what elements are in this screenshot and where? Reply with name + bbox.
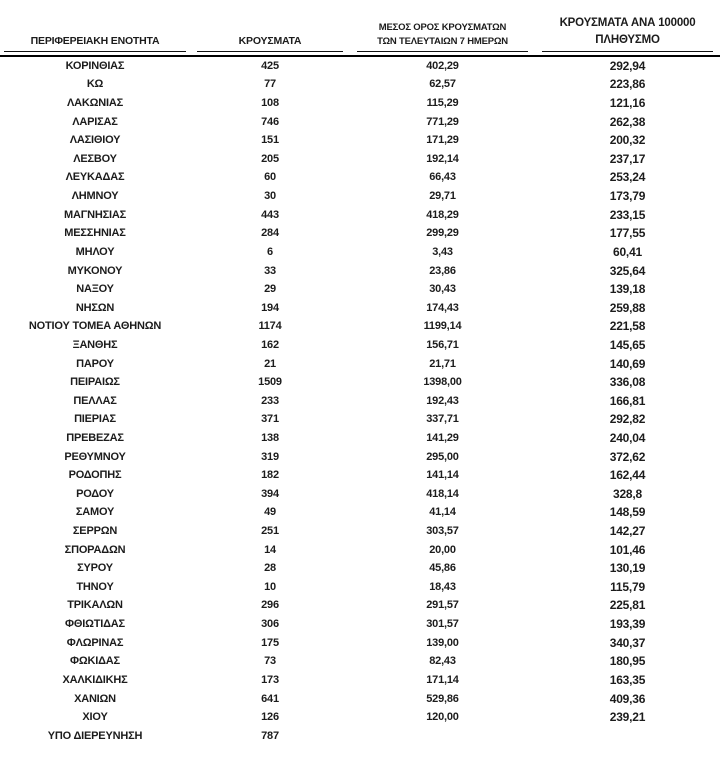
table-row [0,503,720,522]
per-100k-cell: 292,94 [609,58,646,73]
table-row [0,429,720,448]
cases-cell: 73 [264,655,276,668]
avg-7day-cell: 337,71 [426,413,459,426]
per-100k-cell: 328,8 [612,486,643,501]
per-100k-cell: 193,39 [609,617,646,632]
region-name-cell: ΛΕΥΚΑΔΑΣ [65,171,125,184]
per-100k-cell: 223,86 [609,77,646,92]
table-row [0,466,720,485]
table-row [0,354,720,373]
cases-cell: 641 [261,692,279,705]
header-avg-7day-line2: ΤΩΝ ΤΕΛΕΥΤΑΙΩΝ 7 ΗΜΕΡΩΝ [357,35,528,51]
region-name-cell: ΜΕΣΣΗΝΙΑΣ [64,227,126,240]
region-name-cell: ΞΑΝΘΗΣ [72,338,118,351]
avg-7day-cell: 299,29 [426,227,459,240]
table-row [0,336,720,355]
avg-7day-cell: 418,29 [426,208,459,221]
region-name-cell: ΣΠΟΡΑΔΩΝ [64,543,126,556]
cases-cell: 108 [261,97,279,110]
region-name-cell: ΤΡΙΚΑΛΩΝ [67,599,123,612]
cases-cell: 138 [261,431,279,444]
table-row [0,205,720,224]
cases-cell: 205 [261,152,279,165]
region-name-cell: ΝΗΣΩΝ [75,301,115,314]
table-header [0,15,720,56]
region-name-cell: ΡΕΘΥΜΝΟΥ [64,450,126,463]
per-100k-cell: 166,81 [609,393,646,408]
header-cases [190,15,350,56]
table-row [0,615,720,634]
header-avg-7day [350,15,535,56]
per-100k-cell: 340,37 [609,635,646,650]
region-name-cell: ΡΟΔΟΥ [76,487,114,500]
table-row [0,485,720,504]
avg-7day-cell: 21,71 [429,357,456,370]
cases-cell: 14 [264,543,276,556]
region-name-cell: ΥΠΟ ΔΙΕΡΕΥΝΗΣΗ [47,729,143,742]
cases-cell: 233 [261,394,279,407]
table-row [0,187,720,206]
region-name-cell: ΛΑΚΩΝΙΑΣ [67,97,123,110]
table-row [0,224,720,243]
avg-7day-cell: 66,43 [429,171,456,184]
table-row [0,540,720,559]
region-name-cell: ΜΑΓΝΗΣΙΑΣ [63,208,126,221]
table-row [0,578,720,597]
region-name-cell: ΠΕΛΛΑΣ [73,394,117,407]
cases-cell: 6 [267,245,273,258]
per-100k-cell: 253,24 [609,170,646,185]
table-row [0,633,720,652]
cases-cell: 49 [264,506,276,519]
cases-cell: 443 [261,208,279,221]
avg-7day-cell: 171,14 [426,673,459,686]
avg-7day-cell: 192,43 [426,394,459,407]
table-row [0,522,720,541]
region-name-cell: ΠΡΕΒΕΖΑΣ [66,431,124,444]
table-row [0,708,720,727]
cases-cell: 151 [261,134,279,147]
report-page [0,15,720,777]
per-100k-cell: 162,44 [609,468,646,483]
table-row [0,559,720,578]
avg-7day-cell: 291,57 [426,599,459,612]
table-row [0,280,720,299]
region-name-cell: ΠΕΙΡΑΙΩΣ [70,376,120,389]
cases-cell: 787 [261,729,279,742]
region-name-cell: ΧΑΝΙΩΝ [74,692,116,705]
per-100k-cell: 262,38 [609,114,646,129]
header-per-100k-line1: ΚΡΟΥΣΜΑΤΑ ΑΝΑ 100000 [559,17,696,29]
per-100k-cell: 239,21 [609,710,646,725]
header-per-100k-line2: ΠΛΗΘΥΣΜΟ [542,32,713,51]
avg-7day-cell: 115,29 [426,97,459,110]
cases-cell: 284 [261,227,279,240]
region-name-cell: ΧΙΟΥ [82,711,108,724]
per-100k-cell: 240,04 [609,430,646,445]
regional-cases-table [0,15,720,745]
avg-7day-cell: 141,29 [426,431,459,444]
avg-7day-cell: 41,14 [429,506,456,519]
per-100k-cell: 237,17 [609,151,646,166]
table-row [0,726,720,745]
region-name-cell: ΡΟΔΟΠΗΣ [68,469,122,482]
region-name-cell: ΦΩΚΙΔΑΣ [70,655,120,668]
per-100k-cell: 221,58 [609,319,646,334]
table-row [0,671,720,690]
region-name-cell: ΝΑΞΟΥ [76,283,114,296]
cases-cell: 746 [261,115,279,128]
header-regional-unit-label: ΠΕΡΙΦΕΡΕΙΑΚΗ ΕΝΟΤΗΤΑ [4,34,186,52]
region-name-cell: ΣΑΜΟΥ [75,506,115,519]
avg-7day-cell: 18,43 [429,580,456,593]
cases-cell: 33 [264,264,276,277]
per-100k-cell: 180,95 [609,654,646,669]
per-100k-cell: 130,19 [609,561,646,576]
cases-cell: 60 [264,171,276,184]
region-name-cell: ΤΗΝΟΥ [76,580,114,593]
table-row [0,596,720,615]
avg-7day-cell: 529,86 [426,692,459,705]
region-name-cell: ΧΑΛΚΙΔΙΚΗΣ [62,673,128,686]
avg-7day-cell: 139,00 [426,636,459,649]
cases-cell: 319 [261,450,279,463]
table-row [0,261,720,280]
table-row [0,373,720,392]
avg-7day-cell: 23,86 [429,264,456,277]
header-regional-unit [0,15,190,56]
region-name-cell: ΜΥΚΟΝΟΥ [67,264,123,277]
cases-cell: 371 [261,413,279,426]
avg-7day-cell: 45,86 [429,562,456,575]
region-name-cell: ΛΑΣΙΘΙΟΥ [69,134,121,147]
avg-7day-cell: 29,71 [429,190,456,203]
per-100k-cell: 173,79 [609,189,646,204]
cases-cell: 126 [261,711,279,724]
region-name-cell: ΛΑΡΙΣΑΣ [72,115,118,128]
avg-7day-cell: 30,43 [429,283,456,296]
per-100k-cell: 325,64 [609,263,646,278]
table-row [0,298,720,317]
cases-cell: 251 [261,525,279,538]
per-100k-cell: 139,18 [609,282,646,297]
per-100k-cell: 115,79 [610,579,645,594]
per-100k-cell: 142,27 [609,524,646,539]
cases-cell: 30 [264,190,276,203]
region-name-cell: ΝΟΤΙΟΥ ΤΟΜΕΑ ΑΘΗΝΩΝ [28,320,162,333]
per-100k-cell: 163,35 [609,672,646,687]
avg-7day-cell: 303,57 [426,525,459,538]
table-row [0,131,720,150]
table-row [0,652,720,671]
table-row [0,75,720,94]
avg-7day-cell: 771,29 [426,115,459,128]
region-name-cell: ΛΗΜΝΟΥ [71,190,119,203]
header-row [0,15,720,56]
header-avg-7day-line1: ΜΕΣΟΣ ΟΡΟΣ ΚΡΟΥΣΜΑΤΩΝ [378,22,507,33]
header-cases-label: ΚΡΟΥΣΜΑΤΑ [197,34,343,52]
cases-cell: 162 [261,338,279,351]
table-row [0,112,720,131]
region-name-cell: ΛΕΣΒΟΥ [73,152,117,165]
region-name-cell: ΣΕΡΡΩΝ [72,525,118,538]
avg-7day-cell: 82,43 [429,655,456,668]
cases-cell: 29 [264,283,276,296]
avg-7day-cell: 1199,14 [423,320,462,333]
avg-7day-cell: 1398,00 [423,376,462,389]
table-row [0,447,720,466]
avg-7day-cell: 120,00 [426,711,459,724]
per-100k-cell [535,726,720,745]
per-100k-cell: 60,41 [612,244,643,259]
region-name-cell: ΚΟΡΙΝΘΙΑΣ [65,59,125,72]
table-row [0,243,720,262]
avg-7day-cell: 174,43 [426,301,459,314]
region-name-cell: ΦΘΙΩΤΙΔΑΣ [65,618,125,631]
cases-cell: 1174 [258,320,282,333]
avg-7day-cell: 156,71 [426,338,459,351]
cases-cell: 10 [264,580,276,593]
cases-cell: 77 [264,78,276,91]
table-row [0,94,720,113]
per-100k-cell: 145,65 [609,337,646,352]
cases-cell: 21 [264,357,276,370]
avg-7day-cell: 171,29 [426,134,459,147]
cases-cell: 1509 [258,376,282,389]
region-name-cell: ΣΥΡΟΥ [77,562,113,575]
table-row [0,689,720,708]
cases-cell: 394 [261,487,279,500]
region-name-cell: ΠΑΡΟΥ [76,357,114,370]
cases-cell: 425 [261,59,279,72]
region-name-cell: ΜΗΛΟΥ [75,245,115,258]
avg-7day-cell: 295,00 [426,450,459,463]
table-row [0,150,720,169]
per-100k-cell: 121,16 [609,96,646,111]
region-name-cell: ΦΛΩΡΙΝΑΣ [66,636,124,649]
per-100k-cell: 259,88 [609,300,646,315]
avg-7day-cell: 402,29 [426,59,459,72]
cases-cell: 182 [261,469,279,482]
per-100k-cell: 177,55 [609,226,646,241]
table-body [0,56,720,746]
avg-7day-cell: 141,14 [426,469,459,482]
per-100k-cell: 148,59 [609,505,646,520]
table-row [0,317,720,336]
cases-cell: 296 [261,599,279,612]
per-100k-cell: 409,36 [609,691,646,706]
avg-7day-cell: 62,57 [429,78,456,91]
avg-7day-cell [350,726,535,745]
avg-7day-cell: 301,57 [426,618,459,631]
cases-cell: 306 [261,618,279,631]
per-100k-cell: 372,62 [609,449,646,464]
per-100k-cell: 101,46 [609,542,646,557]
header-per-100k [535,15,720,56]
per-100k-cell: 336,08 [609,375,646,390]
per-100k-cell: 225,81 [609,598,646,613]
per-100k-cell: 233,15 [609,207,646,222]
region-name-cell: ΠΙΕΡΙΑΣ [74,413,116,426]
cases-cell: 28 [264,562,276,575]
per-100k-cell: 140,69 [609,356,646,371]
avg-7day-cell: 418,14 [426,487,459,500]
avg-7day-cell: 192,14 [426,152,459,165]
avg-7day-cell: 20,00 [429,543,456,556]
cases-cell: 173 [261,673,279,686]
per-100k-cell: 292,82 [609,412,646,427]
table-row [0,56,720,76]
region-name-cell: ΚΩ [86,78,104,91]
avg-7day-cell: 3,43 [432,245,453,258]
per-100k-cell: 200,32 [609,133,646,148]
table-row [0,391,720,410]
cases-cell: 194 [261,301,279,314]
table-row [0,410,720,429]
table-row [0,168,720,187]
cases-cell: 175 [261,636,279,649]
